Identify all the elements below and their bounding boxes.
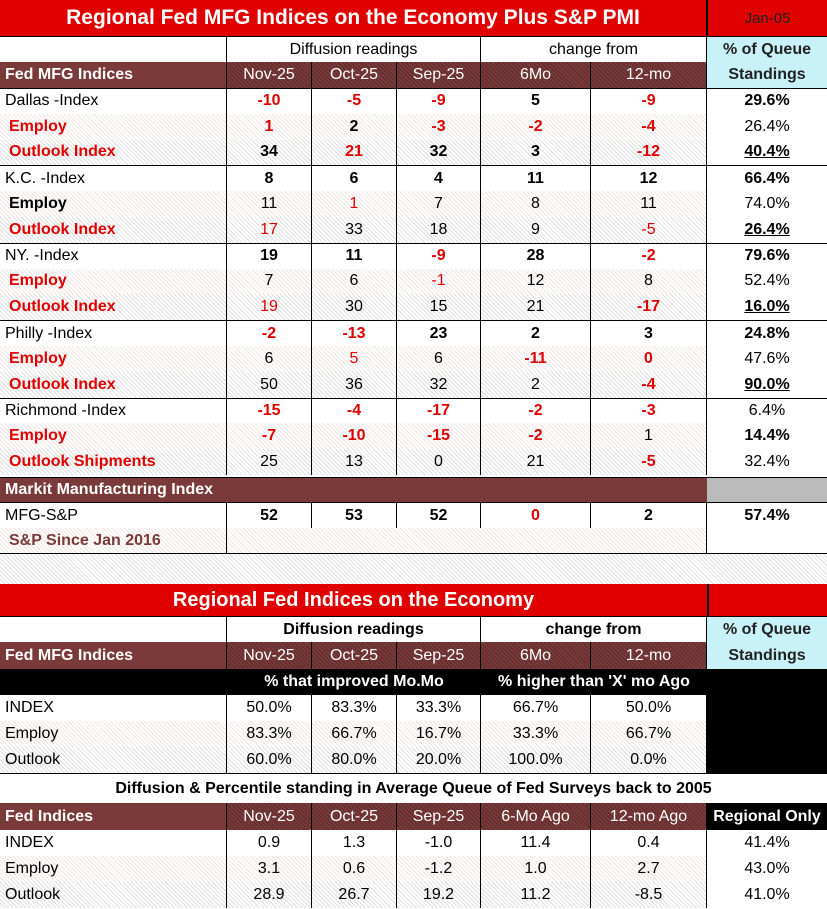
percentile-title: Diffusion & Percentile standing in Average Queue of Fed Surveys back to 2005 bbox=[115, 779, 712, 797]
col-header-sep: Sep-25 bbox=[397, 62, 481, 88]
col-header-nov: Nov-25 bbox=[227, 62, 312, 88]
queue-value: 52.4% bbox=[707, 269, 827, 295]
percentile-value: 2.7 bbox=[591, 856, 707, 882]
row-label: Employ bbox=[0, 423, 227, 449]
row-value: -3 bbox=[591, 399, 707, 424]
row-value: 9 bbox=[481, 217, 591, 243]
row-label: Dallas -Index bbox=[0, 89, 227, 114]
table2-change-label: change from bbox=[481, 617, 707, 642]
row-value: 11 bbox=[591, 191, 707, 217]
row-label: Employ bbox=[0, 269, 227, 295]
percentile-value: 0.4 bbox=[591, 830, 707, 856]
row-value: 8 bbox=[227, 166, 312, 191]
row-value: -17 bbox=[397, 399, 481, 424]
mfg-sp-oct: 53 bbox=[312, 503, 397, 528]
queue-value: 32.4% bbox=[707, 449, 827, 475]
improved-value: 50.0% bbox=[227, 695, 312, 721]
percentile-value: 11.2 bbox=[481, 882, 591, 908]
queue-value: 6.4% bbox=[707, 399, 827, 424]
queue-value: 16.0% bbox=[707, 294, 827, 320]
row-value: 15 bbox=[397, 294, 481, 320]
row-value: 0 bbox=[397, 449, 481, 475]
higher-label: % higher than 'X' mo Ago bbox=[498, 673, 690, 690]
improved-value: 20.0% bbox=[397, 747, 481, 773]
table1-row bbox=[0, 114, 827, 140]
row-value: -9 bbox=[397, 89, 481, 114]
improved-row bbox=[0, 695, 827, 721]
percentile-value: -1.2 bbox=[397, 856, 481, 882]
row-value: 2 bbox=[481, 372, 591, 398]
table2-group-header bbox=[0, 616, 827, 642]
row-value: 32 bbox=[397, 140, 481, 166]
t2-col-header-6mo: 6Mo bbox=[481, 642, 591, 669]
mfg-sp-label: MFG-S&P bbox=[0, 503, 227, 528]
mfg-sp-queue: 57.4% bbox=[744, 506, 790, 524]
row-label: Outlook Index bbox=[0, 294, 227, 320]
improved-row-label: Outlook bbox=[0, 747, 227, 773]
col-header-12mo: 12-mo bbox=[591, 62, 707, 88]
row-value: -17 bbox=[591, 294, 707, 320]
row-value: 32 bbox=[397, 372, 481, 398]
improved-header-row bbox=[0, 669, 827, 695]
percentile-row bbox=[0, 882, 827, 908]
t2-col-header-oct: Oct-25 bbox=[312, 642, 397, 669]
row-value: -15 bbox=[227, 399, 312, 424]
percentile-value: 1.0 bbox=[481, 856, 591, 882]
improved-value: 33.3% bbox=[397, 695, 481, 721]
since-label: S&P Since Jan 2016 bbox=[0, 528, 227, 553]
improved-value: 80.0% bbox=[312, 747, 397, 773]
table1-col-header bbox=[0, 62, 827, 88]
diffusion-label: Diffusion readings bbox=[227, 37, 481, 62]
queue-value: 47.6% bbox=[707, 346, 827, 372]
row-value: -5 bbox=[591, 449, 707, 475]
percentile-row-label: INDEX bbox=[0, 830, 227, 856]
mfg-sp-sep: 52 bbox=[397, 503, 481, 528]
table1-row bbox=[0, 269, 827, 295]
since-row bbox=[0, 528, 827, 553]
row-value: -9 bbox=[591, 89, 707, 114]
pct-header-sep: Sep-25 bbox=[397, 803, 481, 830]
row-value: 13 bbox=[312, 449, 397, 475]
table2-queue-label-2: Standings bbox=[707, 642, 827, 669]
queue-value: 79.6% bbox=[707, 244, 827, 269]
row-value: 21 bbox=[312, 140, 397, 166]
queue-value: 14.4% bbox=[707, 423, 827, 449]
row-value: -5 bbox=[591, 217, 707, 243]
row-label: Philly -Index bbox=[0, 321, 227, 346]
row-value: -4 bbox=[312, 399, 397, 424]
row-value: 12 bbox=[591, 166, 707, 191]
row-value: 1 bbox=[591, 423, 707, 449]
percentile-value: 19.2 bbox=[397, 882, 481, 908]
table1-title: Regional Fed MFG Indices on the Economy Plus S&P PMI bbox=[0, 0, 707, 36]
row-value: -7 bbox=[227, 423, 312, 449]
improved-row-label: Employ bbox=[0, 721, 227, 747]
table1-row bbox=[0, 165, 827, 191]
percentile-value: 1.3 bbox=[312, 830, 397, 856]
row-value: -4 bbox=[591, 372, 707, 398]
queue-value: 29.6% bbox=[707, 89, 827, 114]
mfg-sp-nov: 52 bbox=[227, 503, 312, 528]
row-value: -2 bbox=[481, 399, 591, 424]
row-value: -11 bbox=[481, 346, 591, 372]
pct-header-regional: Regional Only bbox=[707, 803, 827, 830]
percentile-value: 43.0% bbox=[707, 856, 827, 882]
percentile-value: 41.0% bbox=[707, 882, 827, 908]
pct-header-12mo: 12-mo Ago bbox=[591, 803, 707, 830]
t2-col-header-sep: Sep-25 bbox=[397, 642, 481, 669]
row-value: 8 bbox=[591, 269, 707, 295]
improved-value: 100.0% bbox=[481, 747, 591, 773]
row-value: 19 bbox=[227, 244, 312, 269]
row-value: 50 bbox=[227, 372, 312, 398]
row-value: 28 bbox=[481, 244, 591, 269]
row-value: 6 bbox=[227, 346, 312, 372]
table1-row bbox=[0, 191, 827, 217]
row-label: K.C. -Index bbox=[0, 166, 227, 191]
row-value: -12 bbox=[591, 140, 707, 166]
percentile-value: 28.9 bbox=[227, 882, 312, 908]
row-value: 30 bbox=[312, 294, 397, 320]
row-value: 6 bbox=[312, 166, 397, 191]
row-value: 6 bbox=[312, 269, 397, 295]
percentile-value: -8.5 bbox=[591, 882, 707, 908]
row-value: 12 bbox=[481, 269, 591, 295]
mfg-sp-6mo: 0 bbox=[481, 503, 591, 528]
pct-header-label: Fed Indices bbox=[0, 803, 227, 830]
row-value: -2 bbox=[591, 244, 707, 269]
improved-value: 60.0% bbox=[227, 747, 312, 773]
change-label: change from bbox=[481, 37, 707, 62]
row-value: -15 bbox=[397, 423, 481, 449]
table1-title-row bbox=[0, 0, 827, 36]
improved-value: 66.7% bbox=[312, 721, 397, 747]
improved-value: 50.0% bbox=[591, 695, 707, 721]
queue-value: 26.4% bbox=[707, 217, 827, 243]
row-value: 5 bbox=[312, 346, 397, 372]
row-value: 34 bbox=[227, 140, 312, 166]
improved-value: 66.7% bbox=[481, 695, 591, 721]
table1-group-header bbox=[0, 36, 827, 62]
row-value: -13 bbox=[312, 321, 397, 346]
improved-value: 83.3% bbox=[227, 721, 312, 747]
percentile-value: 26.7 bbox=[312, 882, 397, 908]
row-label: Employ bbox=[0, 346, 227, 372]
row-value: 11 bbox=[227, 191, 312, 217]
table2-title-row bbox=[0, 584, 827, 616]
row-value: 25 bbox=[227, 449, 312, 475]
pct-header-nov: Nov-25 bbox=[227, 803, 312, 830]
table1-row bbox=[0, 217, 827, 243]
row-value: -9 bbox=[397, 244, 481, 269]
queue-value: 40.4% bbox=[707, 140, 827, 166]
row-value: 2 bbox=[481, 321, 591, 346]
percentile-row bbox=[0, 856, 827, 882]
table1-row bbox=[0, 346, 827, 372]
percentile-value: 0.6 bbox=[312, 856, 397, 882]
row-label: Outlook Index bbox=[0, 140, 227, 166]
row-value: -4 bbox=[591, 114, 707, 140]
queue-value: 66.4% bbox=[707, 166, 827, 191]
row-value: 19 bbox=[227, 294, 312, 320]
improved-value: 33.3% bbox=[481, 721, 591, 747]
pct-header-oct: Oct-25 bbox=[312, 803, 397, 830]
queue-value: 26.4% bbox=[707, 114, 827, 140]
table2-col-header bbox=[0, 642, 827, 669]
percentile-value: 41.4% bbox=[707, 830, 827, 856]
table2-title: Regional Fed Indices on the Economy bbox=[0, 584, 707, 616]
row-value: -10 bbox=[312, 423, 397, 449]
improved-label: % that improved Mo.Mo bbox=[264, 673, 444, 690]
percentile-header-row bbox=[0, 803, 827, 830]
improved-value: 83.3% bbox=[312, 695, 397, 721]
row-value: -3 bbox=[397, 114, 481, 140]
percentile-value: -1.0 bbox=[397, 830, 481, 856]
row-value: 3 bbox=[591, 321, 707, 346]
table1-row bbox=[0, 88, 827, 114]
percentile-value: 11.4 bbox=[481, 830, 591, 856]
table1-row bbox=[0, 140, 827, 166]
row-label: Outlook Index bbox=[0, 217, 227, 243]
improved-value: 0.0% bbox=[591, 747, 707, 773]
t2-col-header-nov: Nov-25 bbox=[227, 642, 312, 669]
pct-header-6mo: 6-Mo Ago bbox=[481, 803, 591, 830]
row-value: 18 bbox=[397, 217, 481, 243]
mfg-sp-row bbox=[0, 502, 827, 528]
row-value: -1 bbox=[397, 269, 481, 295]
percentile-row-label: Outlook bbox=[0, 882, 227, 908]
percentile-value: 0.9 bbox=[227, 830, 312, 856]
col-header-6mo: 6Mo bbox=[481, 62, 591, 88]
table2-queue-label-1: % of Queue bbox=[707, 617, 827, 642]
t2-col-header-label: Fed MFG Indices bbox=[0, 642, 227, 669]
row-value: 1 bbox=[312, 191, 397, 217]
queue-label-1: % of Queue bbox=[707, 37, 827, 62]
row-value: 6 bbox=[397, 346, 481, 372]
percentile-row bbox=[0, 830, 827, 856]
table1-row bbox=[0, 398, 827, 424]
row-value: 8 bbox=[481, 191, 591, 217]
row-value: 33 bbox=[312, 217, 397, 243]
improved-row bbox=[0, 747, 827, 773]
row-value: 7 bbox=[227, 269, 312, 295]
row-value: -5 bbox=[312, 89, 397, 114]
queue-value: 24.8% bbox=[707, 321, 827, 346]
row-label: Richmond -Index bbox=[0, 399, 227, 424]
mfg-sp-12mo: 2 bbox=[591, 503, 707, 528]
table1-row bbox=[0, 372, 827, 398]
percentile-title-row bbox=[0, 773, 827, 803]
queue-value: 90.0% bbox=[707, 372, 827, 398]
improved-row-label: INDEX bbox=[0, 695, 227, 721]
t2-col-header-12mo: 12-mo bbox=[591, 642, 707, 669]
improved-value: 16.7% bbox=[397, 721, 481, 747]
markit-label: Markit Manufacturing Index bbox=[0, 478, 707, 502]
row-label: Outlook Shipments bbox=[0, 449, 227, 475]
table1-row bbox=[0, 243, 827, 269]
row-label: Employ bbox=[0, 114, 227, 140]
row-value: 11 bbox=[481, 166, 591, 191]
row-value: -2 bbox=[481, 114, 591, 140]
queue-value: 74.0% bbox=[707, 191, 827, 217]
table1-row bbox=[0, 294, 827, 320]
percentile-value: 3.1 bbox=[227, 856, 312, 882]
row-label: Employ bbox=[0, 191, 227, 217]
row-value: 3 bbox=[481, 140, 591, 166]
row-value: 5 bbox=[481, 89, 591, 114]
table1-row bbox=[0, 320, 827, 346]
table1-row bbox=[0, 449, 827, 475]
row-value: -2 bbox=[227, 321, 312, 346]
row-value: 4 bbox=[397, 166, 481, 191]
improved-row bbox=[0, 721, 827, 747]
col-header-oct: Oct-25 bbox=[312, 62, 397, 88]
markit-row bbox=[0, 477, 827, 502]
col-header-label: Fed MFG Indices bbox=[0, 62, 227, 88]
table1-row bbox=[0, 423, 827, 449]
row-value: 7 bbox=[397, 191, 481, 217]
row-value: 11 bbox=[312, 244, 397, 269]
row-value: 21 bbox=[481, 449, 591, 475]
row-label: NY. -Index bbox=[0, 244, 227, 269]
row-value: 23 bbox=[397, 321, 481, 346]
row-value: 1 bbox=[227, 114, 312, 140]
row-value: 21 bbox=[481, 294, 591, 320]
percentile-row-label: Employ bbox=[0, 856, 227, 882]
row-value: 17 bbox=[227, 217, 312, 243]
row-value: -10 bbox=[227, 89, 312, 114]
table2-diffusion-label: Diffusion readings bbox=[227, 617, 481, 642]
row-value: -2 bbox=[481, 423, 591, 449]
spacer-row bbox=[0, 553, 827, 584]
improved-value: 66.7% bbox=[591, 721, 707, 747]
queue-label-2: Standings bbox=[707, 62, 827, 88]
row-value: 36 bbox=[312, 372, 397, 398]
table1-date: Jan-05 bbox=[707, 0, 827, 36]
row-value: 0 bbox=[591, 346, 707, 372]
row-label: Outlook Index bbox=[0, 372, 227, 398]
row-value: 2 bbox=[312, 114, 397, 140]
